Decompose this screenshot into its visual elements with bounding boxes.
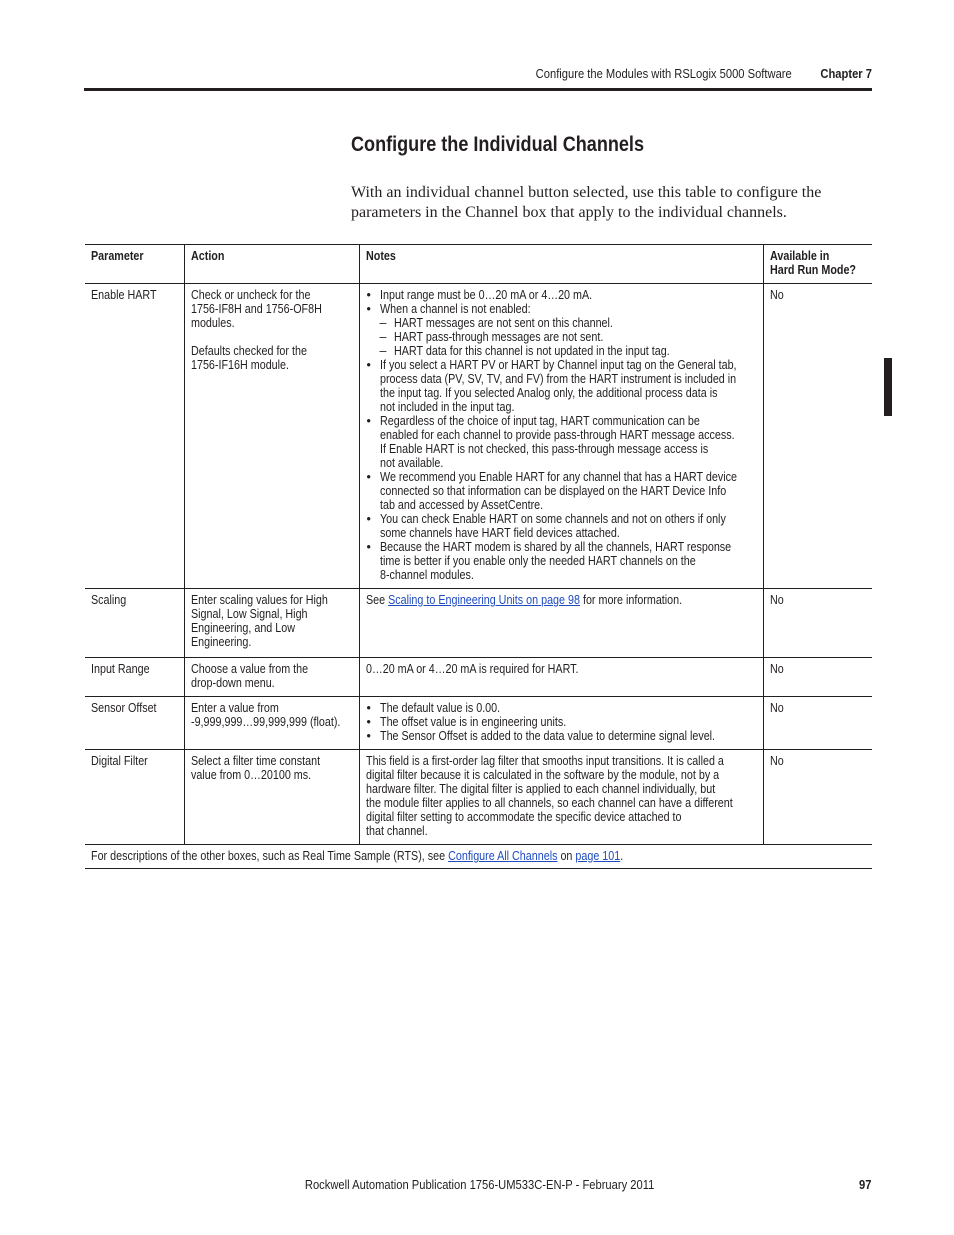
sub-list-item: – HART pass-through messages are not sent. <box>380 330 757 344</box>
table-row-digital-filter <box>85 750 872 845</box>
section-title: Configure the Individual Channels <box>351 133 644 156</box>
sub-list-item: – HART messages are not sent on this channel. <box>380 316 757 330</box>
cell-action: Choose a value from the drop-down menu. <box>184 658 359 697</box>
cell-available: No <box>763 658 872 697</box>
list-item: • You can check Enable HART on some channels and not on others if only some channels have HART field devices attached. <box>366 512 757 540</box>
list-item: • Input range must be 0…20 mA or 4…20 mA. <box>366 288 757 302</box>
list-item: • If you select a HART PV or HART by Channel input tag on the General tab, process data (PV, SV, TV, and FV) from the HART instrument is included in the input tag. If you selected Analog only, the additional process data is not included in the input tag. <box>366 358 757 414</box>
header-notes: Notes <box>359 245 763 284</box>
cell-action: Select a filter time constant value from 0…20100 ms. <box>184 750 359 845</box>
table-row-sensor-offset <box>85 697 872 750</box>
cell-notes <box>359 284 763 589</box>
table-header-row <box>85 245 872 284</box>
intro-paragraph: With an individual channel button selected, use this table to configure the parameters in the Channel box that apply to the individual channels. <box>351 184 822 221</box>
cell-available: No <box>763 697 872 750</box>
cell-notes: 0…20 mA or 4…20 mA is required for HART. <box>359 658 763 697</box>
cell-parameter: Input Range <box>85 658 184 697</box>
cell-available: No <box>763 284 872 589</box>
configure-all-channels-link[interactable]: Configure All Channels <box>448 849 558 863</box>
cell-notes <box>359 697 763 750</box>
list-item: • The offset value is in engineering units. <box>366 715 757 729</box>
list-item: • The Sensor Offset is added to the data value to determine signal level. <box>366 729 757 743</box>
sub-list-item: – HART data for this channel is not updated in the input tag. <box>380 344 757 358</box>
page-101-link[interactable]: page 101 <box>575 849 621 863</box>
list-item: • Because the HART modem is shared by all the channels, HART response time is better if you enable only the needed HART channels on the 8-channel modules. <box>366 540 757 582</box>
cell-available: No <box>763 589 872 658</box>
publication-footer: Rockwell Automation Publication 1756-UM533C-EN-P - February 2011 <box>304 1177 654 1192</box>
chapter-label: Chapter 7 <box>820 66 872 81</box>
cell-action: Check or uncheck for the 1756-IF8H and 1756-OF8H modules. Defaults checked for the 1756-IF16H module. <box>184 284 359 589</box>
cell-notes: See Scaling to Engineering Units on page 98 for more information. <box>359 589 763 658</box>
cell-available: No <box>763 750 872 845</box>
chapter-side-tab <box>884 358 892 416</box>
list-item: • We recommend you Enable HART for any channel that has a HART device connected so that information can be displayed on the HART Device Info tab and accessed by AssetCentre. <box>366 470 757 512</box>
table-footer-note: For descriptions of the other boxes, such as Real Time Sample (RTS), see Configure All Channels on page 101. <box>85 845 872 869</box>
running-header: Configure the Modules with RSLogix 5000 Software <box>535 66 792 81</box>
cell-action: Enter scaling values for High Signal, Low Signal, High Engineering, and Low Engineering. <box>184 589 359 658</box>
channel-parameters-table <box>85 244 872 869</box>
list-item: • The default value is 0.00. <box>366 701 757 715</box>
cell-action: Enter a value from -9,999,999…99,999,999 (float). <box>184 697 359 750</box>
list-item: • When a channel is not enabled: – HART messages are not sent on this channel. – HART pass-through messages are not sent. – HART data for this channel is not updated in the input tag. <box>366 302 757 358</box>
table-row-scaling <box>85 589 872 658</box>
table-footer-row <box>85 845 872 869</box>
header-rule <box>84 88 872 91</box>
header-action: Action <box>184 245 359 284</box>
header-available: Available in Hard Run Mode? <box>763 245 872 284</box>
cell-parameter: Digital Filter <box>85 750 184 845</box>
table-row-input-range <box>85 658 872 697</box>
list-item: • Regardless of the choice of input tag, HART communication can be enabled for each channel to provide pass-through HART message access. If Enable HART is not checked, this pass-through message access is not available. <box>366 414 757 470</box>
header-parameter: Parameter <box>85 245 184 284</box>
cell-notes: This field is a first-order lag filter that smooths input transitions. It is called a digital filter because it is calculated in the software by the module, not by a hardware filter. The digital filter is applied to each channel individually, but the module filter applies to all channels, so each channel can have a different digital filter setting to accommodate the specific device attached to that channel. <box>359 750 763 845</box>
scaling-page-link[interactable]: Scaling to Engineering Units on page 98 <box>387 593 580 607</box>
cell-parameter: Sensor Offset <box>85 697 184 750</box>
cell-parameter: Scaling <box>85 589 184 658</box>
table-row-enable-hart <box>85 284 872 589</box>
page-number: 97 <box>858 1177 871 1192</box>
cell-parameter: Enable HART <box>85 284 184 589</box>
